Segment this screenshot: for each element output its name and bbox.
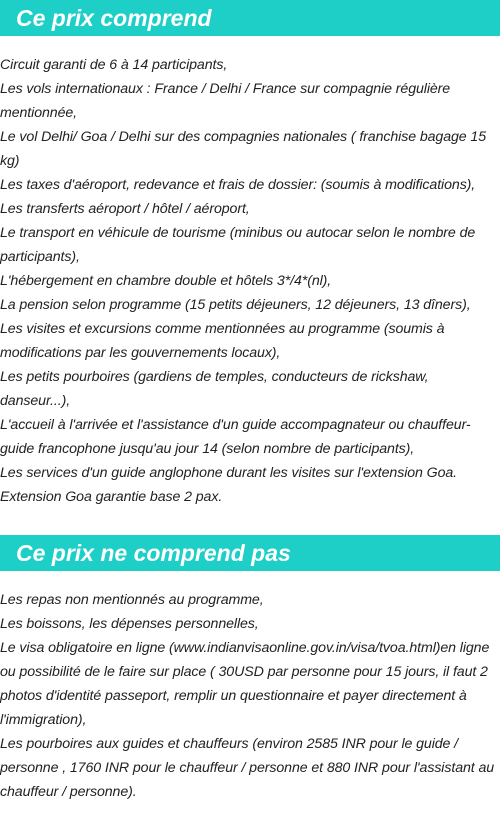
- list-item: Les vols internationaux : France / Delhi / France sur compagnie régulière mentionnée,: [0, 81, 451, 121]
- includes-list: [0, 53, 500, 509]
- list-item: Les pourboires aux guides et chauffeurs (environ 2585 INR pour le guide / personne , 1760 INR pour le chauffeur / personne et 880 INR pour l'assistant au chauffeur / personne).: [0, 736, 495, 800]
- list-item: Le transport en véhicule de tourisme (minibus ou autocar selon le nombre de participants),: [0, 225, 476, 265]
- list-item: Circuit garanti de 6 à 14 participants,: [0, 57, 228, 73]
- list-item: Le vol Delhi/ Goa / Delhi sur des compagnies nationales ( franchise bagage 15 kg): [0, 129, 487, 169]
- list-item: Extension Goa garantie base 2 pax.: [0, 489, 223, 505]
- list-item: L'accueil à l'arrivée et l'assistance d'un guide accompagnateur ou chauffeur-guide francophone jusqu'au jour 14 (selon nombre de participants),: [0, 417, 471, 457]
- list-item: Les transferts aéroport / hôtel / aéroport,: [0, 201, 250, 217]
- list-item: Les repas non mentionnés au programme,: [0, 592, 264, 608]
- list-item: Les taxes d'aéroport, redevance et frais de dossier: (soumis à modifications),: [0, 177, 476, 193]
- list-item: Les boissons, les dépenses personnelles,: [0, 616, 259, 632]
- list-item: L'hébergement en chambre double et hôtels 3*/4*(nl),: [0, 273, 332, 289]
- includes-section-title: Ce prix comprend: [0, 0, 500, 36]
- list-item: Les visites et excursions comme mentionnées au programme (soumis à modifications par les gouvernements locaux),: [0, 321, 445, 361]
- list-item: Les services d'un guide anglophone durant les visites sur l'extension Goa.: [0, 465, 458, 481]
- excludes-section-title: Ce prix ne comprend pas: [0, 535, 500, 571]
- list-item: Les petits pourboires (gardiens de temples, conducteurs de rickshaw, danseur...),: [0, 369, 429, 409]
- list-item: La pension selon programme (15 petits déjeuners, 12 déjeuners, 13 dîners),: [0, 297, 471, 313]
- excludes-list: [0, 588, 500, 804]
- list-item: Le visa obligatoire en ligne (www.indianvisaonline.gov.in/visa/tvoa.html)en ligne ou possibilité de le faire sur place ( 30USD par personne pour 15 jours, il faut 2 photos d'identité passeport, remplir un questionnaire et payer directement à l'immigration),: [0, 640, 490, 728]
